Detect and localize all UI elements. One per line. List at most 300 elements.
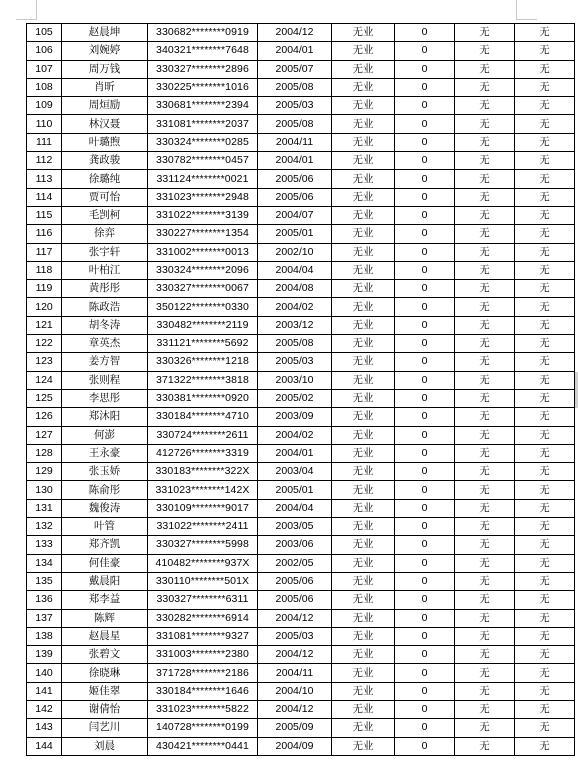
count-cell: 0	[395, 188, 455, 206]
occupation-cell: 无业	[332, 463, 395, 481]
count-cell: 0	[395, 60, 455, 78]
status-cell-b: 无	[515, 646, 575, 664]
status-cell-a: 无	[455, 335, 515, 353]
status-cell-a: 无	[455, 371, 515, 389]
table-row	[27, 481, 575, 499]
name-cell: 章英杰	[62, 335, 148, 353]
status-cell-b: 无	[515, 115, 575, 133]
occupation-cell: 无业	[332, 426, 395, 444]
status-cell-b: 无	[515, 353, 575, 371]
occupation-cell: 无业	[332, 97, 395, 115]
birth-date-cell: 2004/12	[258, 700, 332, 718]
row-index-cell: 106	[27, 42, 62, 60]
status-cell-a: 无	[455, 609, 515, 627]
table-row	[27, 463, 575, 481]
count-cell: 0	[395, 609, 455, 627]
name-cell: 肖昕	[62, 78, 148, 96]
name-cell: 黄彤彤	[62, 280, 148, 298]
name-cell: 龚政骏	[62, 152, 148, 170]
count-cell: 0	[395, 170, 455, 188]
birth-date-cell: 2005/06	[258, 591, 332, 609]
count-cell: 0	[395, 335, 455, 353]
status-cell-a: 无	[455, 170, 515, 188]
id-number-cell: 331081********9327	[148, 627, 258, 645]
id-number-cell: 330327********6311	[148, 591, 258, 609]
birth-date-cell: 2005/01	[258, 481, 332, 499]
count-cell: 0	[395, 42, 455, 60]
status-cell-a: 无	[455, 225, 515, 243]
status-cell-b: 无	[515, 335, 575, 353]
row-index-cell: 126	[27, 408, 62, 426]
name-cell: 刘婉婷	[62, 42, 148, 60]
count-cell: 0	[395, 78, 455, 96]
status-cell-a: 无	[455, 261, 515, 279]
row-index-cell: 132	[27, 518, 62, 536]
count-cell: 0	[395, 664, 455, 682]
status-cell-b: 无	[515, 24, 575, 42]
status-cell-a: 无	[455, 682, 515, 700]
table-row	[27, 243, 575, 261]
occupation-cell: 无业	[332, 609, 395, 627]
id-number-cell: 331124********0021	[148, 170, 258, 188]
status-cell-b: 无	[515, 664, 575, 682]
id-number-cell: 430421********0441	[148, 737, 258, 755]
occupation-cell: 无业	[332, 646, 395, 664]
count-cell: 0	[395, 133, 455, 151]
occupation-cell: 无业	[332, 78, 395, 96]
occupation-cell: 无业	[332, 700, 395, 718]
roster-table	[26, 23, 575, 756]
table-row	[27, 353, 575, 371]
status-cell-b: 无	[515, 225, 575, 243]
count-cell: 0	[395, 115, 455, 133]
birth-date-cell: 2005/01	[258, 225, 332, 243]
name-cell: 毛剀柯	[62, 206, 148, 224]
count-cell: 0	[395, 280, 455, 298]
count-cell: 0	[395, 536, 455, 554]
name-cell: 何佳豪	[62, 554, 148, 572]
status-cell-b: 无	[515, 700, 575, 718]
status-cell-b: 无	[515, 627, 575, 645]
id-number-cell: 330110********501X	[148, 572, 258, 590]
status-cell-b: 无	[515, 371, 575, 389]
birth-date-cell: 2005/08	[258, 78, 332, 96]
birth-date-cell: 2005/06	[258, 170, 332, 188]
table-row	[27, 426, 575, 444]
id-number-cell: 330183********322X	[148, 463, 258, 481]
table-row	[27, 280, 575, 298]
name-cell: 王永豪	[62, 444, 148, 462]
occupation-cell: 无业	[332, 572, 395, 590]
row-index-cell: 112	[27, 152, 62, 170]
status-cell-a: 无	[455, 646, 515, 664]
occupation-cell: 无业	[332, 499, 395, 517]
birth-date-cell: 2003/06	[258, 536, 332, 554]
count-cell: 0	[395, 24, 455, 42]
row-index-cell: 110	[27, 115, 62, 133]
count-cell: 0	[395, 719, 455, 737]
occupation-cell: 无业	[332, 280, 395, 298]
count-cell: 0	[395, 499, 455, 517]
count-cell: 0	[395, 353, 455, 371]
status-cell-b: 无	[515, 206, 575, 224]
count-cell: 0	[395, 371, 455, 389]
row-index-cell: 131	[27, 499, 62, 517]
birth-date-cell: 2005/06	[258, 188, 332, 206]
occupation-cell: 无业	[332, 536, 395, 554]
birth-date-cell: 2003/04	[258, 463, 332, 481]
status-cell-b: 无	[515, 426, 575, 444]
table-row	[27, 646, 575, 664]
status-cell-b: 无	[515, 481, 575, 499]
status-cell-b: 无	[515, 78, 575, 96]
name-cell: 张玉娇	[62, 463, 148, 481]
birth-date-cell: 2003/12	[258, 316, 332, 334]
status-cell-a: 无	[455, 554, 515, 572]
row-index-cell: 142	[27, 700, 62, 718]
status-cell-a: 无	[455, 408, 515, 426]
table-row	[27, 664, 575, 682]
status-cell-b: 无	[515, 536, 575, 554]
status-cell-a: 无	[455, 280, 515, 298]
id-number-cell: 330327********2896	[148, 60, 258, 78]
table-row	[27, 335, 575, 353]
id-number-cell: 412726********3319	[148, 444, 258, 462]
birth-date-cell: 2004/02	[258, 426, 332, 444]
row-index-cell: 119	[27, 280, 62, 298]
id-number-cell: 330184********4710	[148, 408, 258, 426]
count-cell: 0	[395, 243, 455, 261]
birth-date-cell: 2004/12	[258, 646, 332, 664]
status-cell-b: 无	[515, 170, 575, 188]
id-number-cell: 330327********5998	[148, 536, 258, 554]
row-index-cell: 107	[27, 60, 62, 78]
status-cell-b: 无	[515, 444, 575, 462]
name-cell: 魏俊涛	[62, 499, 148, 517]
name-cell: 陈辉	[62, 609, 148, 627]
status-cell-a: 无	[455, 298, 515, 316]
count-cell: 0	[395, 554, 455, 572]
birth-date-cell: 2003/09	[258, 408, 332, 426]
count-cell: 0	[395, 463, 455, 481]
status-cell-b: 无	[515, 133, 575, 151]
birth-date-cell: 2004/08	[258, 280, 332, 298]
occupation-cell: 无业	[332, 719, 395, 737]
table-row	[27, 389, 575, 407]
id-number-cell: 330227********1354	[148, 225, 258, 243]
row-index-cell: 127	[27, 426, 62, 444]
id-number-cell: 330724********2611	[148, 426, 258, 444]
status-cell-a: 无	[455, 42, 515, 60]
id-number-cell: 371322********3818	[148, 371, 258, 389]
count-cell: 0	[395, 261, 455, 279]
name-cell: 徐晓琳	[62, 664, 148, 682]
birth-date-cell: 2003/10	[258, 371, 332, 389]
name-cell: 贾可怡	[62, 188, 148, 206]
birth-date-cell: 2004/04	[258, 261, 332, 279]
count-cell: 0	[395, 518, 455, 536]
name-cell: 叶管	[62, 518, 148, 536]
birth-date-cell: 2004/11	[258, 664, 332, 682]
table-row	[27, 42, 575, 60]
table-row	[27, 115, 575, 133]
birth-date-cell: 2004/07	[258, 206, 332, 224]
id-number-cell: 330324********2096	[148, 261, 258, 279]
status-cell-a: 无	[455, 78, 515, 96]
status-cell-a: 无	[455, 426, 515, 444]
id-number-cell: 330282********6914	[148, 609, 258, 627]
birth-date-cell: 2004/09	[258, 737, 332, 755]
status-cell-a: 无	[455, 536, 515, 554]
birth-date-cell: 2004/01	[258, 152, 332, 170]
status-cell-b: 无	[515, 591, 575, 609]
id-number-cell: 410482********937X	[148, 554, 258, 572]
row-index-cell: 122	[27, 335, 62, 353]
occupation-cell: 无业	[332, 335, 395, 353]
page-corner-mark-top-left	[16, 19, 36, 20]
count-cell: 0	[395, 646, 455, 664]
status-cell-a: 无	[455, 206, 515, 224]
occupation-cell: 无业	[332, 188, 395, 206]
status-cell-a: 无	[455, 243, 515, 261]
row-index-cell: 138	[27, 627, 62, 645]
occupation-cell: 无业	[332, 225, 395, 243]
id-number-cell: 330109********9017	[148, 499, 258, 517]
name-cell: 赵晨坤	[62, 24, 148, 42]
name-cell: 姬佳翠	[62, 682, 148, 700]
status-cell-a: 无	[455, 481, 515, 499]
row-index-cell: 133	[27, 536, 62, 554]
id-number-cell: 331022********2411	[148, 518, 258, 536]
birth-date-cell: 2005/09	[258, 719, 332, 737]
name-cell: 郑齐凯	[62, 536, 148, 554]
birth-date-cell: 2004/02	[258, 298, 332, 316]
status-cell-b: 无	[515, 298, 575, 316]
count-cell: 0	[395, 591, 455, 609]
status-cell-a: 无	[455, 316, 515, 334]
table-row	[27, 572, 575, 590]
row-index-cell: 124	[27, 371, 62, 389]
status-cell-a: 无	[455, 115, 515, 133]
row-index-cell: 144	[27, 737, 62, 755]
name-cell: 陈俞彤	[62, 481, 148, 499]
count-cell: 0	[395, 426, 455, 444]
birth-date-cell: 2005/06	[258, 572, 332, 590]
row-index-cell: 140	[27, 664, 62, 682]
table-row	[27, 24, 575, 42]
table-row	[27, 206, 575, 224]
row-index-cell: 129	[27, 463, 62, 481]
table-row	[27, 536, 575, 554]
count-cell: 0	[395, 737, 455, 755]
count-cell: 0	[395, 572, 455, 590]
row-index-cell: 113	[27, 170, 62, 188]
birth-date-cell: 2005/08	[258, 115, 332, 133]
count-cell: 0	[395, 627, 455, 645]
status-cell-a: 无	[455, 719, 515, 737]
status-cell-b: 无	[515, 188, 575, 206]
row-index-cell: 141	[27, 682, 62, 700]
page-corner-mark-right	[516, 0, 517, 20]
table-row	[27, 316, 575, 334]
birth-date-cell: 2004/01	[258, 444, 332, 462]
table-row	[27, 261, 575, 279]
table-row	[27, 298, 575, 316]
status-cell-b: 无	[515, 280, 575, 298]
status-cell-a: 无	[455, 24, 515, 42]
status-cell-a: 无	[455, 152, 515, 170]
birth-date-cell: 2004/12	[258, 24, 332, 42]
occupation-cell: 无业	[332, 24, 395, 42]
id-number-cell: 330184********1646	[148, 682, 258, 700]
occupation-cell: 无业	[332, 170, 395, 188]
birth-date-cell: 2005/03	[258, 353, 332, 371]
row-index-cell: 123	[27, 353, 62, 371]
row-index-cell: 134	[27, 554, 62, 572]
name-cell: 周万钱	[62, 60, 148, 78]
table-row	[27, 152, 575, 170]
row-index-cell: 120	[27, 298, 62, 316]
page-corner-mark-left	[36, 0, 37, 20]
occupation-cell: 无业	[332, 261, 395, 279]
birth-date-cell: 2004/01	[258, 42, 332, 60]
occupation-cell: 无业	[332, 298, 395, 316]
row-index-cell: 137	[27, 609, 62, 627]
status-cell-a: 无	[455, 133, 515, 151]
name-cell: 叶柏江	[62, 261, 148, 279]
table-row	[27, 627, 575, 645]
status-cell-b: 无	[515, 408, 575, 426]
birth-date-cell: 2004/11	[258, 133, 332, 151]
name-cell: 林汉聂	[62, 115, 148, 133]
status-cell-b: 无	[515, 572, 575, 590]
id-number-cell: 350122********0330	[148, 298, 258, 316]
occupation-cell: 无业	[332, 664, 395, 682]
row-index-cell: 130	[27, 481, 62, 499]
table-row	[27, 591, 575, 609]
occupation-cell: 无业	[332, 353, 395, 371]
id-number-cell: 371728********2186	[148, 664, 258, 682]
name-cell: 张碧文	[62, 646, 148, 664]
status-cell-a: 无	[455, 737, 515, 755]
row-index-cell: 136	[27, 591, 62, 609]
occupation-cell: 无业	[332, 444, 395, 462]
id-number-cell: 140728********0199	[148, 719, 258, 737]
birth-date-cell: 2004/04	[258, 499, 332, 517]
row-index-cell: 121	[27, 316, 62, 334]
occupation-cell: 无业	[332, 42, 395, 60]
id-number-cell: 330381********0920	[148, 389, 258, 407]
table-row	[27, 737, 575, 755]
name-cell: 李思彤	[62, 389, 148, 407]
name-cell: 陈政浩	[62, 298, 148, 316]
row-index-cell: 125	[27, 389, 62, 407]
count-cell: 0	[395, 316, 455, 334]
row-index-cell: 111	[27, 133, 62, 151]
name-cell: 郑李益	[62, 591, 148, 609]
birth-date-cell: 2005/03	[258, 627, 332, 645]
id-number-cell: 331121********5692	[148, 335, 258, 353]
id-number-cell: 330324********0285	[148, 133, 258, 151]
count-cell: 0	[395, 206, 455, 224]
status-cell-b: 无	[515, 463, 575, 481]
name-cell: 郑沐阳	[62, 408, 148, 426]
status-cell-a: 无	[455, 188, 515, 206]
count-cell: 0	[395, 408, 455, 426]
count-cell: 0	[395, 700, 455, 718]
occupation-cell: 无业	[332, 243, 395, 261]
status-cell-a: 无	[455, 700, 515, 718]
id-number-cell: 331023********2948	[148, 188, 258, 206]
birth-date-cell: 2002/10	[258, 243, 332, 261]
row-index-cell: 109	[27, 97, 62, 115]
status-cell-b: 无	[515, 609, 575, 627]
id-number-cell: 330782********0457	[148, 152, 258, 170]
occupation-cell: 无业	[332, 60, 395, 78]
occupation-cell: 无业	[332, 682, 395, 700]
id-number-cell: 330482********2119	[148, 316, 258, 334]
name-cell: 徐弈	[62, 225, 148, 243]
id-number-cell: 331023********5822	[148, 700, 258, 718]
count-cell: 0	[395, 682, 455, 700]
birth-date-cell: 2005/07	[258, 60, 332, 78]
table-row	[27, 682, 575, 700]
row-index-cell: 139	[27, 646, 62, 664]
row-index-cell: 128	[27, 444, 62, 462]
count-cell: 0	[395, 444, 455, 462]
status-cell-a: 无	[455, 572, 515, 590]
occupation-cell: 无业	[332, 627, 395, 645]
status-cell-b: 无	[515, 42, 575, 60]
status-cell-b: 无	[515, 316, 575, 334]
occupation-cell: 无业	[332, 389, 395, 407]
row-index-cell: 135	[27, 572, 62, 590]
table-row	[27, 609, 575, 627]
name-cell: 戴晨阳	[62, 572, 148, 590]
status-cell-b: 无	[515, 499, 575, 517]
id-number-cell: 330225********1016	[148, 78, 258, 96]
table-row	[27, 444, 575, 462]
birth-date-cell: 2005/08	[258, 335, 332, 353]
id-number-cell: 331002********0013	[148, 243, 258, 261]
occupation-cell: 无业	[332, 518, 395, 536]
table-row	[27, 170, 575, 188]
birth-date-cell: 2004/10	[258, 682, 332, 700]
status-cell-a: 无	[455, 627, 515, 645]
name-cell: 胡冬涛	[62, 316, 148, 334]
table-row	[27, 133, 575, 151]
status-cell-a: 无	[455, 463, 515, 481]
table-row	[27, 97, 575, 115]
birth-date-cell: 2005/02	[258, 389, 332, 407]
name-cell: 张则程	[62, 371, 148, 389]
name-cell: 姜方智	[62, 353, 148, 371]
name-cell: 赵晨星	[62, 627, 148, 645]
status-cell-b: 无	[515, 737, 575, 755]
table-row	[27, 371, 575, 389]
name-cell: 徐璐纯	[62, 170, 148, 188]
status-cell-b: 无	[515, 261, 575, 279]
status-cell-b: 无	[515, 389, 575, 407]
occupation-cell: 无业	[332, 408, 395, 426]
status-cell-b: 无	[515, 682, 575, 700]
status-cell-b: 无	[515, 60, 575, 78]
table-row	[27, 78, 575, 96]
occupation-cell: 无业	[332, 152, 395, 170]
status-cell-a: 无	[455, 97, 515, 115]
id-number-cell: 340321********7648	[148, 42, 258, 60]
occupation-cell: 无业	[332, 554, 395, 572]
